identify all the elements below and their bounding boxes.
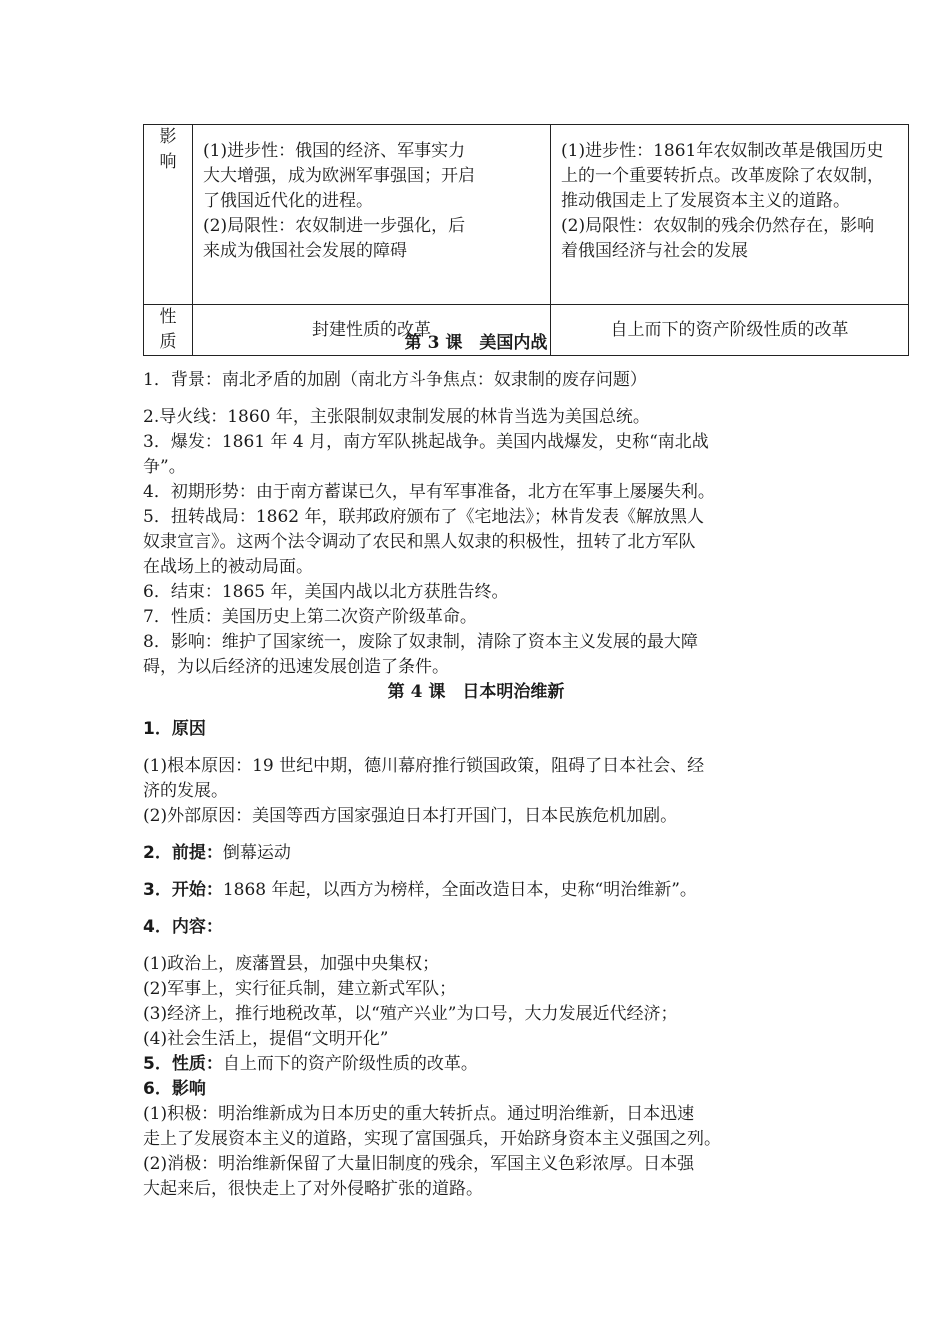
content-line: (3)经济上，推行地税改革，以“殖产兴业”为口号，大力发展近代经济；	[143, 1004, 678, 1024]
cell-line: (1)进步性：俄国的经济、军事实力	[203, 141, 466, 161]
spacer	[143, 903, 823, 915]
cell-line: 了俄国近代化的进程。	[203, 191, 373, 211]
cell-line: 着俄国经济与社会的发展	[561, 241, 748, 261]
lesson3-body	[143, 368, 823, 680]
content-line: (2)军事上，实行征兵制，建立新式军队；	[143, 979, 457, 999]
heading-label: 4．内容：	[143, 917, 223, 937]
impact-line: 大起来后，很快走上了对外侵略扩张的道路。	[143, 1179, 483, 1199]
spacer	[143, 742, 823, 754]
lesson4-heading-start	[143, 878, 823, 903]
lesson3-line: 在战场上的被动局面。	[143, 557, 313, 577]
lesson3-line: 4．初期形势：由于南方蓄谋已久，早有军事准备，北方在军事上屡屡失利。	[143, 482, 715, 502]
cell-line: 上的一个重要转折点。改革废除了农奴制，	[561, 166, 884, 186]
row-header-char: 影	[159, 127, 177, 147]
nature-left-cell: 封建性质的改革	[193, 305, 551, 356]
lesson3-line: 2.导火线：1860 年，主张限制奴隶制发展的林肯当选为美国总统。	[143, 407, 650, 427]
spacer	[143, 940, 823, 952]
cell-line: 来成为俄国社会发展的障碍	[203, 241, 407, 261]
spacer	[143, 829, 823, 841]
lesson3-line: 5．扭转战局：1862 年，联邦政府颁布了《宅地法》；林肯发表《解放黑人	[143, 507, 704, 527]
row-header-char: 性	[159, 307, 177, 327]
lesson3-line: 6．结束：1865 年，美国内战以北方获胜告终。	[143, 582, 509, 602]
table-row-impact	[144, 125, 909, 305]
cell-line: (2)局限性：农奴制的残余仍然存在，影响	[561, 216, 875, 236]
cell-line: 推动俄国走上了发展资本主义的道路。	[561, 191, 850, 211]
heading-text: 自上而下的资产阶级性质的改革。	[222, 1054, 478, 1074]
row-header-char: 质	[159, 332, 177, 352]
lesson4-title: 第 4 课 日本明治维新	[387, 682, 565, 702]
lesson4-heading-impact	[143, 1077, 823, 1102]
impact-line: (1)积极：明治维新成为日本历史的重大转折点。通过明治维新，日本迅速	[143, 1104, 695, 1124]
lesson4-heading-premise	[143, 841, 823, 866]
lesson4-body	[143, 717, 823, 1202]
cause-line: 济的发展。	[143, 781, 228, 801]
nature-right-cell: 自上而下的资产阶级性质的改革	[551, 305, 909, 356]
row-header-impact	[144, 125, 193, 305]
lesson3-line: 7．性质：美国历史上第二次资产阶级革命。	[143, 607, 477, 627]
cell-line: 大大增强，成为欧洲军事强国；开启	[203, 166, 475, 186]
impact-right-cell	[551, 125, 909, 305]
impact-line: (2)消极：明治维新保留了大量旧制度的残余，军国主义色彩浓厚。日本强	[143, 1154, 695, 1174]
lesson3-line: 碍，为以后经济的迅速发展创造了条件。	[143, 657, 449, 677]
cause-line: (2)外部原因：美国等西方国家强迫日本打开国门，日本民族危机加剧。	[143, 806, 678, 826]
heading-label: 1．原因	[143, 719, 206, 739]
heading-text: 1868 年起，以西方为榜样，全面改造日本，史称“明治维新”。	[222, 880, 697, 900]
lesson4-heading-content	[143, 915, 823, 940]
impact-left-cell	[193, 125, 551, 305]
spacer	[143, 866, 823, 878]
row-header-char: 响	[159, 152, 177, 172]
cell-line: (2)局限性：农奴制进一步强化，后	[203, 216, 466, 236]
impact-line: 走上了发展资本主义的道路，实现了富国强兵，开始跻身资本主义强国之列。	[143, 1129, 721, 1149]
lesson3-line: 8．影响：维护了国家统一，废除了奴隶制，清除了资本主义发展的最大障	[143, 632, 698, 652]
spacer	[143, 393, 823, 405]
heading-label: 2．前提：	[143, 843, 223, 863]
content-line: (1)政治上，废藩置县，加强中央集权；	[143, 954, 440, 974]
heading-label: 3．开始：	[143, 880, 223, 900]
cause-line: (1)根本原因：19 世纪中期，德川幕府推行锁国政策，阻碍了日本社会、经	[143, 756, 705, 776]
heading-label: 5．性质：	[143, 1054, 223, 1074]
comparison-table	[143, 124, 909, 356]
lesson3-line: 奴隶宣言》。这两个法令调动了农民和黑人奴隶的积极性，扭转了北方军队	[143, 532, 696, 552]
content-line: (4)社会生活上，提倡“文明开化”	[143, 1029, 389, 1049]
heading-label: 6．影响	[143, 1079, 206, 1099]
lesson3-line: 3．爆发：1861 年 4 月，南方军队挑起战争。美国内战爆发，史称“南北战	[143, 432, 709, 452]
heading-text: 倒幕运动	[222, 843, 291, 863]
lesson4-heading-nature	[143, 1052, 823, 1077]
lesson3-line: 争”。	[143, 457, 186, 477]
lesson3-item1: 1．背景：南北矛盾的加剧（南北方斗争焦点：奴隶制的废存问题）	[143, 370, 647, 390]
lesson4-heading-cause	[143, 717, 823, 742]
cell-line: (1)进步性：1861年农奴制改革是俄国历史	[561, 141, 884, 161]
lesson3-title: 第 3 课 美国内战	[404, 333, 548, 353]
